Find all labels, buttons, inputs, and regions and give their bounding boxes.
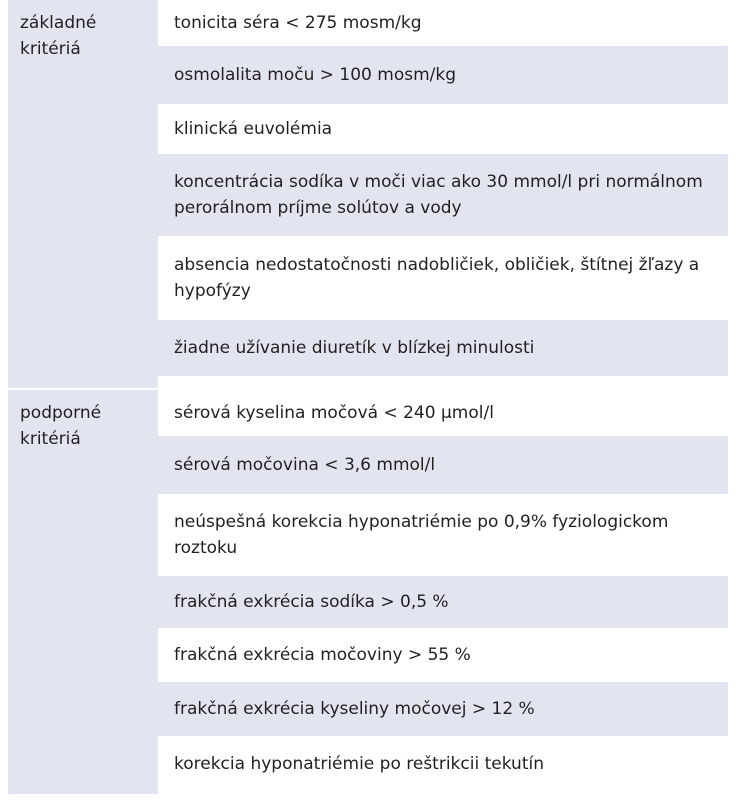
table-row bbox=[158, 682, 728, 736]
row-text: frakčná exkrécia močoviny > 55 % bbox=[174, 645, 471, 665]
table-row bbox=[158, 320, 728, 376]
row-text: korekcia hyponatriémie po reštrikcii tekutín bbox=[174, 754, 544, 774]
row-text: klinická euvolémia bbox=[174, 119, 333, 139]
criteria-table bbox=[8, 0, 728, 794]
row-text: tonicita séra < 275 mosm/kg bbox=[174, 13, 422, 33]
row-text: osmolalita moču > 100 mosm/kg bbox=[174, 65, 457, 85]
row-text: koncentrácia sodíka v moči viac ako 30 mmol/l pri normálnom perorálnom príjme solútov a vody bbox=[174, 172, 703, 218]
table-row bbox=[158, 494, 728, 576]
table-row bbox=[158, 154, 728, 236]
table-row bbox=[158, 576, 728, 628]
row-text: frakčná exkrécia kyseliny močovej > 12 % bbox=[174, 699, 535, 719]
table-row bbox=[158, 0, 728, 46]
group-rows bbox=[158, 0, 728, 388]
criteria-group-basic bbox=[8, 0, 728, 388]
row-text: sérová kyselina močová < 240 μmol/l bbox=[174, 403, 494, 423]
table-row bbox=[158, 46, 728, 104]
criteria-group-supporting bbox=[8, 388, 728, 794]
table-row bbox=[158, 628, 728, 682]
row-text: absencia nedostatočnosti nadobličiek, obličiek, štítnej žľazy a hypofýzy bbox=[174, 255, 700, 301]
row-text: sérová močovina < 3,6 mmol/l bbox=[174, 455, 436, 475]
row-text: neúspešná korekcia hyponatriémie po 0,9% fyziologickom roztoku bbox=[174, 512, 669, 558]
table-row bbox=[158, 390, 728, 436]
group-label: základné kritériá bbox=[8, 0, 158, 388]
row-text: žiadne užívanie diuretík v blízkej minulosti bbox=[174, 338, 535, 358]
table-row bbox=[158, 236, 728, 320]
group-rows bbox=[158, 390, 728, 794]
table-row bbox=[158, 104, 728, 154]
group-label: podporné kritériá bbox=[8, 390, 158, 794]
table-row bbox=[158, 436, 728, 494]
row-text: frakčná exkrécia sodíka > 0,5 % bbox=[174, 592, 449, 612]
table-row bbox=[158, 736, 728, 792]
